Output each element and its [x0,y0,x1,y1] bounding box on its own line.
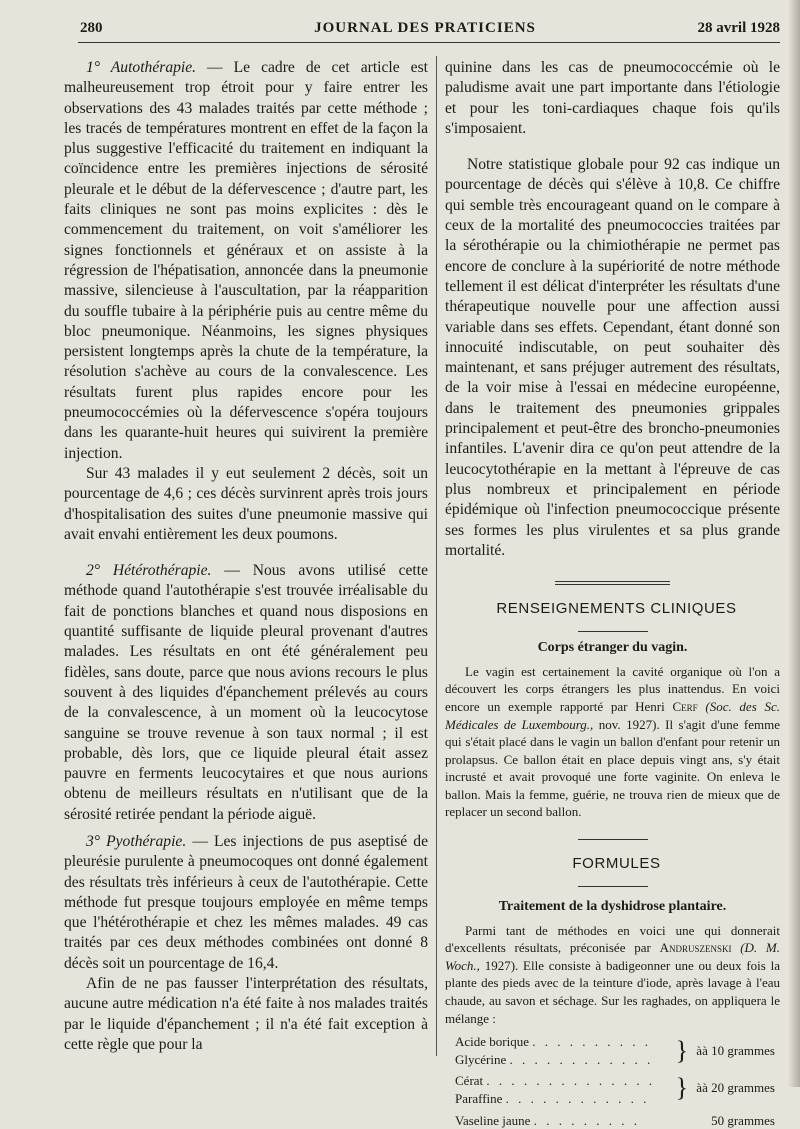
page-edge-shadow [788,0,800,1087]
page-number: 280 [80,20,103,36]
section-title-formules: FORMULES [572,855,661,873]
left-column [64,58,428,1055]
recipe-row: Acide borique . . . . . . . . . . } àà 10 grammes [445,1033,775,1051]
ingredient-name: Acide borique [455,1034,530,1050]
subsection-rule [578,631,648,632]
brace-icon: } [675,1073,689,1103]
header-rule [78,42,780,43]
text-pyotherapie: — Les injections de pus aseptisé de pleurésie purulente à pneumocoques ont donné également des résultats très inférieurs à ceux de l'autothérapie. Cette méthode fut presque toujours employée en même temps que l'hétérothérapie et chez les mêmes malades. 49 cas traités par ces deux méthodes combinées ont donné 8 décès soit un pourcentage de 16,4. [64,832,428,972]
citation-luxembourg: (Soc. des Sc. Médicales de Luxembourg., [445,698,780,732]
section-rule-formules [578,839,648,840]
paragraph-pyotherapie [64,832,428,974]
author-cerf: Cerf [672,698,698,714]
recipe-row: Paraffine . . . . . . . . . . . . [455,1091,650,1106]
subsection-rule-formules [578,886,648,887]
brace-icon: } [675,1036,689,1066]
citation-dmwoch: (D. M. Woch., [445,940,781,973]
subsection-title-corps-etranger: Corps étranger du vagin. [537,640,688,656]
journal-title: JOURNAL DES PRATICIENS [314,20,536,36]
section-double-rule [445,581,780,589]
right-column [445,58,780,1129]
paragraph-statistique: Notre statistique globale pour 92 cas indique un pourcentage de décès qui s'élève à 10,8. Ce chiffre qui semble très encourageant quand on le compare à ceux de la mortalité des pneumococcies traitées par la sérothérapie ou la chimiothérapie ne permet pas encore de conclure à la supériorité de notre méthode tellement il est délicat d'interpréter les résultats d'une thérapeutique nouvelle pour une affection aussi variable dans ses effets. Cependant, étant donné son innocuité indiscutable, on peut souhaiter dès maintenant, et sans préjuger autrement des résultats, de la voir mise à l'essai en médecine européenne, dans le traitement des pneumonies grippales principalement et peut-être des broncho-pneumonies infantiles. L'avenir dira ce qu'on peut attendre de la leucocytothérapie en la mettant à l'épreuve de cas plus nombreux et principalement en période épidémique où l'infection pneumococcique présente ses formes les plus virulentes et sa plus grande mortalité. [445,156,780,559]
text-autotherapie: — Le cadre de cet article est malheureusement trop étroit pour y faire entrer les observations des 43 malades traités par cette méthode ; les tracés de températures montrent en effet de la façon la plus suggestive l'efficacité du traitement en indiquant la coïncidence entre les premières injections de sérosité pleurale et le début de la défervescence ; d'autre part, les faits cliniques ne sont pas moins explicites : dès le commencement du traitement, on voit s'améliorer les signes fonctionnels et généraux et on assiste à la régression de l'hépatisation, annoncée dans la pneumonie massive, silencieuse à l'auscultation, par la réapparition du souffle tubaire à la périphérie puis au centre même du bloc pneumonique. Néanmoins, les signes physiques persistent longtemps après la chute de la température, la résolution s'achève au cours de la convalescence. Les résultats furent plus rapides encore pour les pneumococcémies où la défervescence s'opéra toujours dans les quarante-huit heures qui suivirent la première injection. [64,59,428,462]
text-heterotherapie: — Nous avons utilisé cette méthode quand l'autothérapie s'est trouvée irréalisable du fait de ponctions blanches et quand nous disposions en quantité suffisante de liquide pleural provenant d'autres malades. Les résultats en ont été généralement peu fidèles, sans doute, parce que nous avions recours le plus souvent à des liquides d'épanchement prélevés au cours de la convalescence, à un moment où la leucocytose sanguine se trouve revenue à son taux normal ; il est probable, dès lors, que ce liquide pleural était assez pauvre en ferments leucocytaires et que nous aurions obtenu de meilleurs résultats en n'utilisant que de la sérosité retirée pendant la période aiguë. [64,562,428,823]
paragraph-heterotherapie [64,561,428,825]
ingredient-name: Cérat [455,1073,484,1089]
heading-autotherapie: 1° Autothérapie. [86,59,197,76]
recipe-amount: àà 10 grammes [696,1043,775,1059]
ingredient-name: Glycérine [455,1051,507,1067]
recipe-amount: 50 grammes [711,1112,775,1128]
article-dyshidrose: Parmi tant de méthodes en voici une qui donnerait d'excellents résultats, préconisée par Andruszenski (D. M. Woch., 1927). Elle consiste à badigeonner une ou deux fois la plante des pieds avec de la teinture d'iode, après lavage à l'eau chaude, au savon et séchage. Sur les raghades, on appliquera le mélange : [445,922,781,1026]
section-title-renseignements: RENSEIGNEMENTS CLINIQUES [496,600,737,618]
recipe-row: Glycérine . . . . . . . . . . . . [455,1051,654,1067]
article-corps-etranger: Le vagin est certainement la cavité organique où l'on a découvert les corps étrangers les plus inattendus. En voici encore un exemple rapporté par Henri Cerf (Soc. des Sc. Médicales de Luxembourg., nov. 1927). Il s'agit d'une femme qui s'était placé dans le vagin un ballon d'enfant pour retenir un prolapsus. Ce ballon était en place depuis vingt ans, s'y était incrusté et avait provoqué une forte vaginite. On enleva le ballon. Mais la femme, guérie, ne trouva rien de mieux que de replacer un second ballon. [445,663,780,820]
ingredient-name: Paraffine [455,1091,503,1106]
page-header [70,20,780,42]
paragraph-quinine: quinine dans les cas de pneumococcémie où le paludisme avait une part importante dans l'étiologie et pour les toni-cardiaques chaque fois qu'ils s'imposaient. [445,59,780,137]
heading-heterotherapie: 2° Hétérothérapie. [86,562,212,580]
ingredient-name: Vaseline jaune [455,1112,531,1128]
recipe-row: Vaseline jaune . . . . . . . . . 50 grammes [445,1108,775,1129]
paragraph-interpretation: Afin de ne pas fausser l'interprétation des résultats, aucune autre médication n'a été faite à nos malades traités par le liquide d'épanchement ; il n'a été fait exception à cette règle que pour la [64,975,428,1053]
issue-date: 28 avril 1928 [697,20,780,36]
recipe-amount: àà 20 grammes [696,1080,775,1096]
heading-pyotherapie: 3° Pyothérapie. [86,832,187,850]
author-andruszenski: Andruszenski [659,940,732,956]
subsection-title-dyshidrose: Traitement de la dyshidrose plantaire. [498,899,727,915]
recipe-table [445,1033,775,1129]
column-divider [436,56,437,1056]
recipe-row: Cérat . . . . . . . . . . . . . . } àà 20 grammes [445,1068,775,1090]
paragraph-deces: Sur 43 malades il y eut seulement 2 décès, soit un pourcentage de 4,6 ; ces décès survinrent après trois jours d'hospitalisation des suites d'une pneumonie massive qui avait envahi entièrement les deux poumons. [64,464,428,543]
paragraph-autotherapie [64,58,428,464]
